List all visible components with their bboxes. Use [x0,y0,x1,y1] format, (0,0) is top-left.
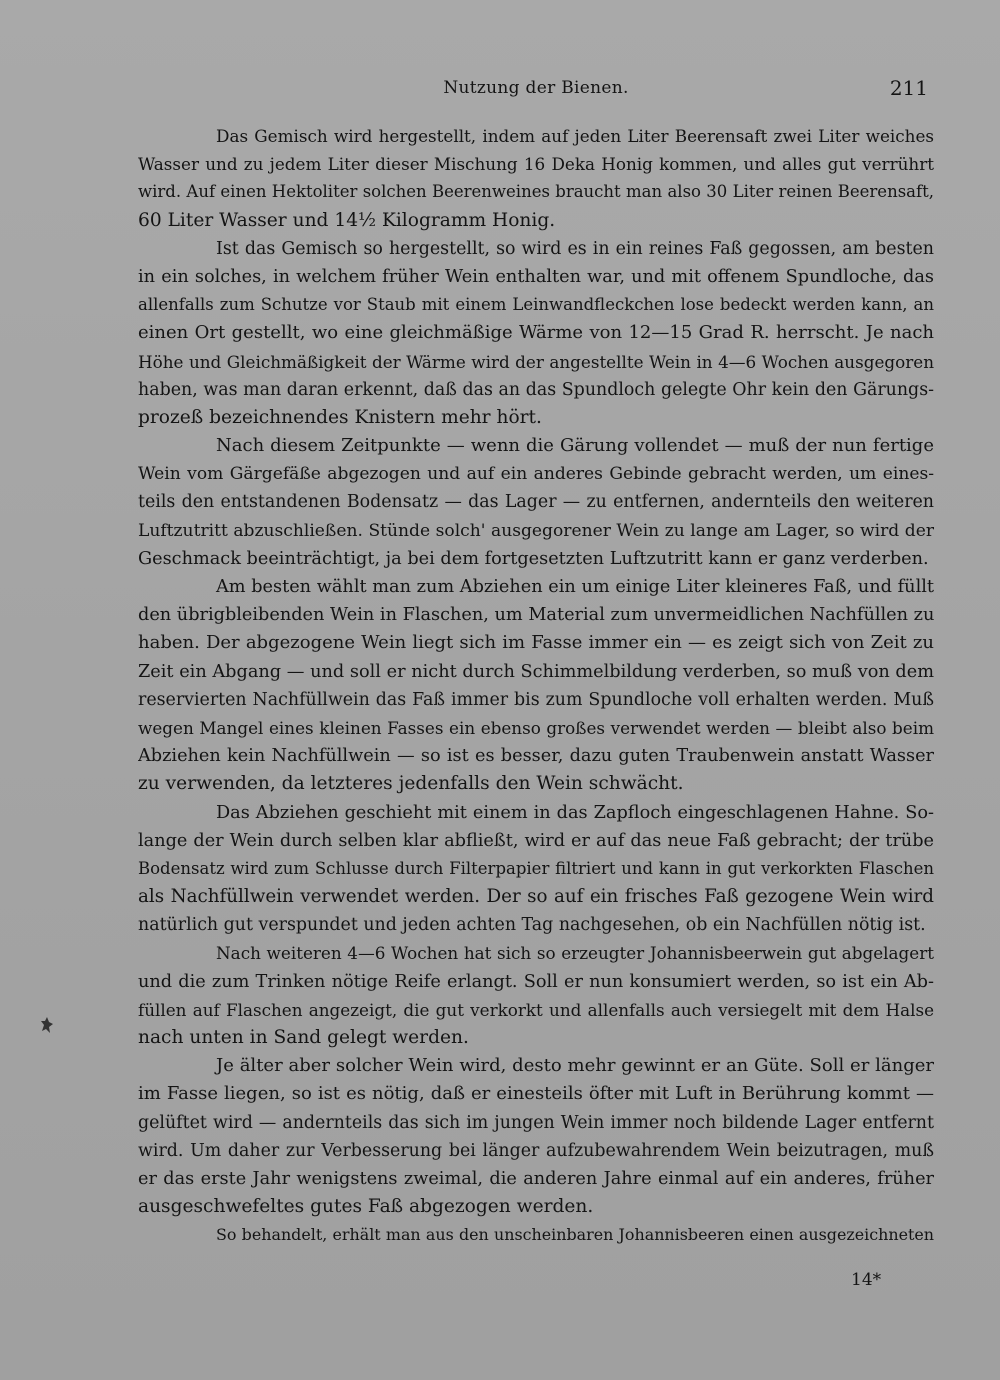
text-line: Ist das Gemisch so hergestellt, so wird es in ein reines Faß gegossen, am besten [216,238,934,259]
running-header [138,76,934,102]
text-line: Höhe und Gleichmäßigkeit der Wärme wird der angestellte Wein in 4—6 Wochen ausgegoren [138,351,934,372]
text-line: Nach weiteren 4—6 Wochen hat sich so erzeugter Johannisbeerwein gut abgelagert [216,943,934,964]
text-line: allenfalls zum Schutze vor Staub mit einem Leinwandfleckchen lose bedeckt werden kann, an [138,295,934,315]
signature-mark: 14* [851,1270,882,1290]
text-line: im Fasse liegen, so ist es nötig, daß er einesteils öfter mit Luft in Berührung kommt — [138,1083,934,1105]
text-line: gelüftet wird — andernteils das sich im jungen Wein immer noch bildende Lager entfernt [138,1112,934,1133]
text-line: als Nachfüllwein verwendet werden. Der so auf ein frisches Faß gezogene Wein wird [138,886,934,908]
text-line: lange der Wein durch selben klar abfließt, wird er auf das neue Faß gebracht; der trübe [138,830,934,851]
text-line: er das erste Jahr wenigstens zweimal, die anderen Jahre einmal auf ein anderes, früher [138,1168,934,1189]
text-line: Wasser und zu jedem Liter dieser Mischung 16 Deka Honig kommen, und alles gut verrührt [138,154,934,175]
text-line: ausgeschwefeltes gutes Faß abgezogen werden. [138,1196,594,1218]
text-line: haben, was man daran erkennt, daß das an das Spundloch gelegte Ohr kein den Gärungs- [138,379,934,400]
text-line: Geschmack beeinträchtigt, ja bei dem fortgesetzten Luftzutritt kann er ganz verderben. [138,548,929,569]
text-line: Bodensatz wird zum Schlusse durch Filterpapier filtriert und kann in gut verkorkten Flaschen [138,858,934,878]
text-line: in ein solches, in welchem früher Wein enthalten war, und mit offenem Spundloche, das [138,266,934,287]
text-line: wird. Um daher zur Verbesserung bei länger aufzubewahrendem Wein beizutragen, muß [138,1140,934,1161]
text-line: Nach diesem Zeitpunkte — wenn die Gärung vollendet — muß der nun fertige [216,435,934,457]
text-line: reservierten Nachfüllwein das Faß immer bis zum Spundloche voll erhalten werden. Muß [138,689,934,710]
text-line: den übrigbleibenden Wein in Flaschen, um Material zum unvermeidlichen Nachfüllen zu [138,605,934,626]
body-text [138,122,934,1250]
text-line: Am besten wählt man zum Abziehen ein um einige Liter kleineres Faß, und füllt [216,577,934,597]
page-number: 211 [889,76,928,100]
text-line: Wein vom Gärgefäße abgezogen und auf ein anderes Gebinde gebracht werden, um eines- [138,464,934,485]
text-line: Zeit ein Abgang — und soll er nicht durch Schimmelbildung verderben, so muß von dem [138,661,934,682]
text-line: wegen Mangel eines kleinen Fasses ein ebenso großes verwendet werden — bleibt also beim [138,717,934,738]
text-line: 60 Liter Wasser und 14½ Kilogramm Honig. [138,209,556,231]
text-line: prozeß bezeichnendes Knistern mehr hört. [138,406,542,428]
text-line: und die zum Trinken nötige Reife erlangt. Soll er nun konsumiert werden, so ist ein Ab- [138,971,934,992]
text-line: haben. Der abgezogene Wein liegt sich im Fasse immer ein — es zeigt sich von Zeit zu [138,632,934,654]
text-line: Das Gemisch wird hergestellt, indem auf jeden Liter Beerensaft zwei Liter weiches [216,126,934,146]
text-line: Luftzutritt abzuschließen. Stünde solch' ausgegorener Wein zu lange am Lager, so wird der [138,520,934,541]
running-title: Nutzung der Bienen. [443,78,629,98]
text-line: zu verwenden, da letzteres jedenfalls den Wein schwächt. [138,773,684,795]
text-line: Das Abziehen geschieht mit einem in das Zapfloch eingeschlagenen Hahne. So- [216,802,934,823]
text-line: Je älter aber solcher Wein wird, desto mehr gewinnt er an Güte. Soll er länger [216,1055,934,1077]
text-line: füllen auf Flaschen angezeigt, die gut verkorkt und allenfalls auch versiegelt mit dem Halse [138,999,934,1020]
text-line: einen Ort gestellt, wo eine gleichmäßige Wärme von 12—15 Grad R. herrscht. Je nach [138,322,934,344]
text-line: natürlich gut verspundet und jeden achten Tag nachgesehen, ob ein Nachfüllen nötig ist. [138,915,926,936]
text-line: So behandelt, erhält man aus den unscheinbaren Johannisbeeren einen ausgezeichneten [216,1225,934,1245]
ink-spot-icon [40,1016,54,1034]
text-line: wird. Auf einen Hektoliter solchen Beerenweines braucht man also 30 Liter reinen Beerensaft, [138,182,934,202]
text-line: teils den entstandenen Bodensatz — das Lager — zu entfernen, andernteils den weiteren [138,492,934,513]
text-line: Abziehen kein Nachfüllwein — so ist es besser, dazu guten Traubenwein anstatt Wasser [138,746,934,767]
text-line: nach unten in Sand gelegt werden. [138,1027,469,1048]
